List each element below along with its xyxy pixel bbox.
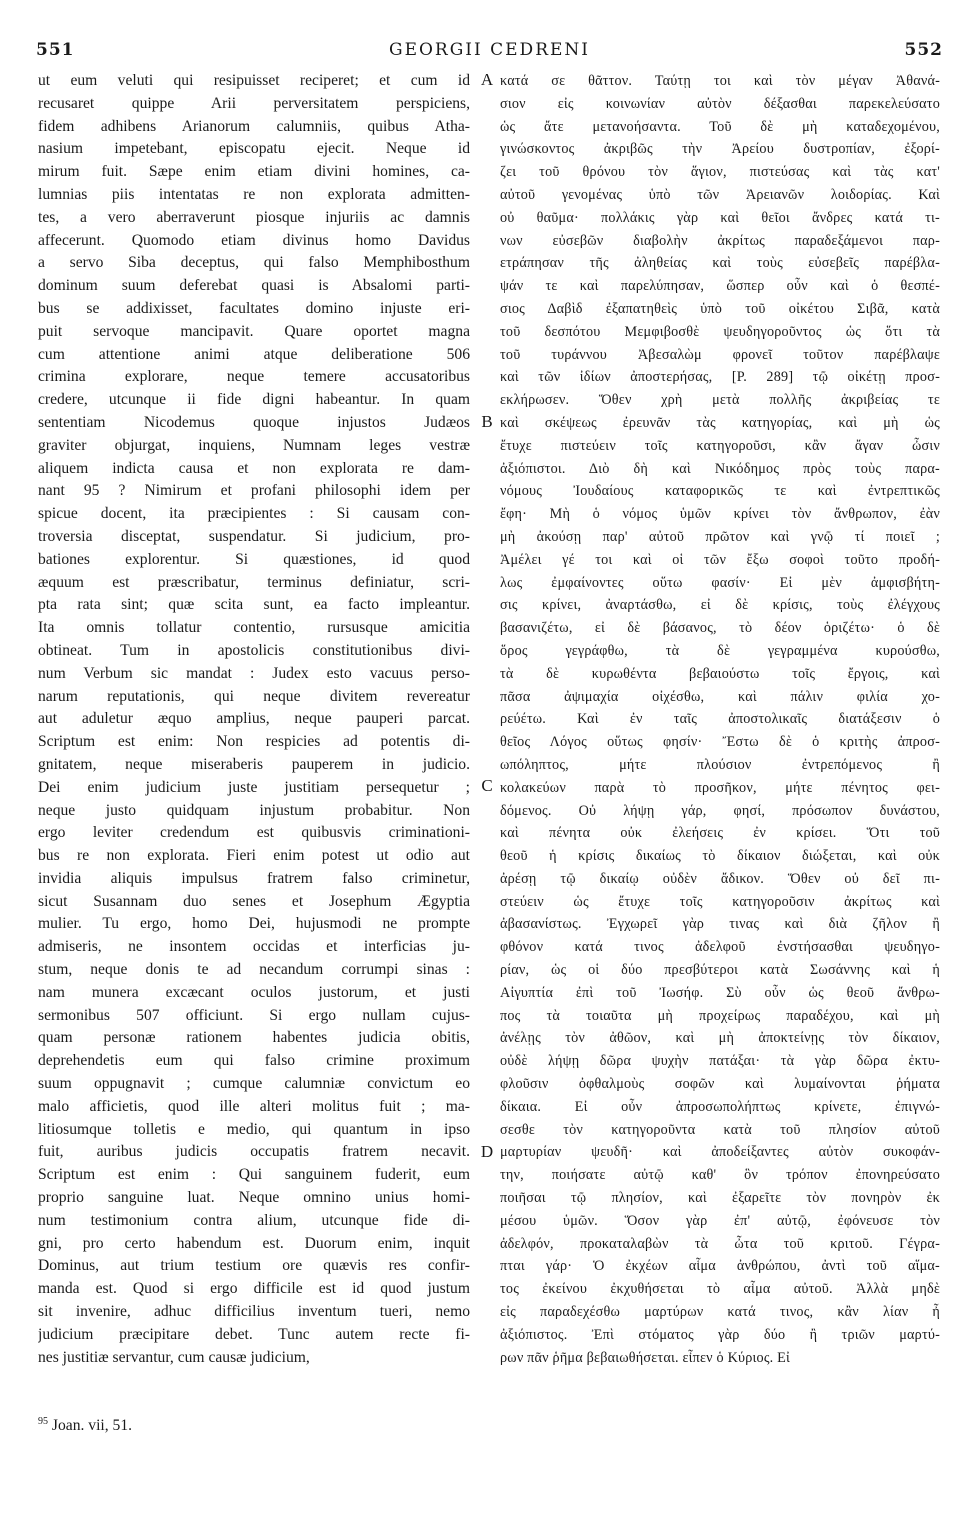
text-line: καὶ πένητα οὐκ ἐλεήσεις ἐν κρίσει. Ὅτι τοῦ [500,825,940,842]
text-line: deprehendetis eum qui falso crimine proximum [38,1052,470,1070]
text-line: ἀδελφόν, προκαταλαβὼν τὰ ὦτα τοῦ κριτοῦ. Γέγρα- [500,1235,940,1252]
text-line: quam personæ rationem habentes judicia obitis, [38,1029,470,1047]
text-line: cum attentione animi atque deliberatione 506 [38,345,470,363]
text-line: puit servoque mancipavit. Quare oportet magna [38,322,470,340]
text-line: judicium præcipitare debet. Tunc autem recte fi- [38,1325,470,1343]
text-line: πος τὰ τοιαῦτα μὴ προχείρως παραδέχου, καὶ μὴ [500,1007,940,1024]
text-line: ἀβασανίστως. Ἐγχωρεῖ γὰρ τινας καὶ διὰ ζῆλον ἢ [500,916,940,933]
text-line: bationes explorentur. Si quæstiones, id quod [38,550,470,568]
text-line: sermonibus 507 officiunt. Si ergo nullam cujus- [38,1006,470,1024]
text-line: suum oppugnavit ; cumque calumniæ convictum eo [38,1075,470,1093]
text-line: βασανιζέτω, εἰ δὲ βάσανος, τὸ δέον ὁριζέτω· ὁ δὲ [500,620,940,637]
text-line: spicue docent, ita præcipientes : Si causam con- [38,505,470,523]
text-line: bus se addixisset, facultates domino injuste eri- [38,299,470,317]
text-line: crimina explorare, neque temere accusatoribus [38,368,470,386]
section-marker-b: B [481,412,493,431]
text-line: gnitatem, neque miseraberis pauperem in judicio. [38,755,470,773]
text-line: obtineat. Tum in apostolicis constitutionibus divi- [38,641,470,659]
text-line: ut eum veluti qui resipuisset reciperet; et cum id [38,72,470,89]
text-line: ἀξιόπιστος. Ἐπὶ στόματος γὰρ δύο ἢ τριῶν μαρτύ- [500,1326,940,1343]
text-line: Ita omnis tollatur contentio, rursusque amicitia [38,619,470,637]
text-line: ἀρέσῃ τῷ δικαίῳ οὐδὲν ἄδικον. Ὅθεν οὐ δεῖ πι- [500,870,940,887]
text-line: nes justitiæ servantur, cum causæ judicium, [38,1348,310,1366]
text-line: a servo Siba deceptus, qui falso Memphibosthum [38,254,470,272]
text-line: nasium impetebant, episcopatu ejecit. Neque id [38,140,470,158]
text-line: τὰ δὲ κυρωθέντα βεβαιούστω τοῖς ἔργοις, καὶ [500,665,940,682]
text-line: bus re non explorata. Fieri enim potest ut odio aut [38,847,470,865]
text-line: πᾶσα ἀψιμαχία οἰχέσθω, καὶ πάλιν φιλία χο- [500,688,940,705]
text-line: τος ἐκείνου ἐκχυθήσεται τὸ αἷμα αὐτοῦ. Ἀλλὰ μηδὲ [500,1281,940,1298]
text-line: σιον εἰς κοινωνίαν αὐτὸν δέξασθαι παρεκελεύσατο [500,95,940,112]
text-line: credere, utcunque ii fide digni habeantur. In quam [38,391,470,409]
section-marker-a: A [480,70,494,89]
text-line: μέσου ὑμῶν. Ὅσον γὰρ ἐπ' αὐτῷ, ἐφόνευσε τὸν [500,1212,940,1229]
footnote-text: Joan. vii, 51. [51,1417,133,1435]
text-line: ὅρος γεγράφθω, τὰ δὲ γεγραμμένα κυρούσθω, [500,642,940,659]
text-line: fidem adhibens Arianorum calumniis, quibus Atha- [38,117,470,135]
text-line: nant 95 ? Nimirum et profani philosophi idem per [38,482,470,500]
section-marker-c: C [481,776,493,795]
text-line: Scriptum est enim: Non respicies ad potentis di- [38,733,470,751]
text-line: νόμους Ἰουδαίους καταφορικῶς τε καὶ ἐντρεπτικῶς [500,483,940,500]
text-line: Ἀμέλει γέ τοι καὶ οἱ τῶν ἔξω σοφοὶ τοῦτο προδή- [500,551,940,568]
text-line: troversia disceptat, suspendatur. Si judicium, pro- [38,527,470,545]
text-line: θεῖος Λόγος οὕτως φησίν· Ἔστω δὲ ὁ κριτὴς ἀπροσ- [500,734,940,751]
text-line: τοῦ τυράννου Ἀβεσαλὼμ φρονεῖ τοῦτον παρέβλαψε [500,346,940,363]
text-line: κατά σε θᾶττον. Ταύτῃ τοι καὶ τὸν μέγαν Ἀθανά- [500,73,940,89]
text-line: ρων πᾶν ῥῆμα βεβαιωθήσεται. εἶπεν ὁ Κύριος. Εἰ [500,1349,791,1366]
text-line: ρεύέτω. Καὶ ἐν ταῖς ἀποστολικαῖς διατάξεσιν ὁ [500,711,940,728]
text-line: fuit, auribus judicis occupatis fratrem necavit. [38,1143,470,1161]
text-line: πται γάρ· Ὁ ἐκχέων αἷμα ἀνθρώπου, ἀντὶ τοῦ αἵμα- [500,1258,940,1275]
text-line: Αἰγυπτία ἐπὶ τοῦ Ἰωσήφ. Σὺ οὖν ὡς θεοῦ ἄνθρω- [500,984,940,1001]
running-title: GEORGII CEDRENI [389,40,590,60]
text-line: στεύειν ὡς ἔτυχε τοῖς κατηγοροῦσιν ἀκρίτως καὶ [500,893,940,910]
text-line: σεσθε τὸν κατηγοροῦντα κατὰ τοῦ πλησίον αὐτοῦ [500,1121,940,1138]
text-line: gni, pro certo habendum est. Duorum enim, inquit [38,1234,470,1252]
text-line: δίκαια. Εἰ οὖν ἀπροσωπολήπτως κρίνετε, ἐπιγνώ- [500,1098,940,1115]
text-line: sicut Susannam duo senes et Josephum Ægyptia [38,892,470,910]
latin-column [38,70,470,1369]
text-line: μὴ ἀκούσῃ παρ' αὐτοῦ πρῶτον καὶ γνῷ τί ποιεῖ ; [500,528,940,545]
text-line: aut aduletur æquo amplius, neque pauperi parcat. [38,710,470,728]
text-line: λως ἐμφαίνοντες οὕτω φασίν· Εἰ μὲν ἀμφισβήτη- [500,574,940,591]
text-line: narum reputationis, qui neque divitem revereatur [38,687,470,705]
text-line: lumnias piis intentatas re non explorata admitten- [38,185,470,203]
text-line: num testimonium contra alium, utcunque fide di- [38,1211,470,1229]
text-line: litiosumque tolletis e medio, qui quantum in ipso [38,1120,470,1138]
text-line: proprio sanguine luat. Neque omnino unius homi- [38,1189,470,1207]
text-line: θεοῦ ἡ κρίσις δικαίως τὸ δίκαιον διώξεται, καὶ οὐκ [500,848,940,865]
text-line: Dei enim judicium juste justitiam persequetur ; [38,778,470,796]
text-line: mirum fuit. Sæpe enim etiam divini homines, ca- [38,163,470,181]
text-line: num Verbum sic mandat : Judex esto vacuus perso- [38,664,470,682]
text-line: invidia aliquis impulsus fratrem falso criminetur, [38,869,470,887]
text-line: æquum est præscribatur, terminus definiatur, scri- [38,573,470,591]
text-line: καὶ τῶν ἰδίων ἀποστερήσας, [P. 289] τῷ οἰκέτῃ προσ- [500,369,940,386]
page-number-right: 552 [904,40,943,60]
text-line: τοῦ δεσπότου Μεμφιβοσθὲ ψευδηγοροῦντος ὡς ὅτι τὰ [500,323,940,340]
text-line: tes, a vero aberraverunt piosque injuriis ac damnis [38,208,470,226]
text-line: σιος Δαβὶδ ἐξαπατηθεὶς ὑπὸ τοῦ οἰκέτου Σιβᾶ, κατὰ [500,300,940,317]
page-number-left: 551 [36,40,75,60]
page-header [36,40,943,66]
text-line: εκλήρωσεν. Ὅθεν χρὴ μετὰ πολλῆς ἀκριβείας τε [500,392,940,409]
text-line: mulier. Tu ergo, homo Dei, hujusmodi ne prompte [38,915,470,933]
text-line: pta rata sint; quæ scita sunt, ea facto impleantur. [38,596,470,614]
text-line: μαρτυρίαν ψευδῆ· καὶ ἀποδείξαντες αὐτὸν συκοφάν- [500,1144,940,1161]
text-line: sit invenire, adhuc difficilius inventum tueri, nemo [38,1303,470,1321]
text-line: malo afficietis, quod ille alteri molitus fuit ; ma- [38,1097,470,1115]
text-line: ζει τοῦ θρόνου τὸν ἅγιον, πιστεύσας καὶ τὰς κατ' [500,164,940,181]
text-line: nam munera excæcant oculos justorum, et justi [38,983,470,1001]
text-line: stum, neque donis te ad necandum corrumpi sinas : [38,961,470,979]
text-line: ωπόληπτος, μήτε πλούσιον ἐντρεπόμενος ἢ [500,756,940,773]
text-line: Dominus, aut trium testium ore quævis res confir- [38,1257,470,1275]
text-line: αὐτοῦ γενομένας ὑπὸ τῶν Ἀρειανῶν λοιδορίας. Καὶ [500,186,940,203]
text-line: sententiam Nicodemus quoque injustos Judæos [38,413,470,431]
text-line: ὡς ἄτε μετανοήσαντα. Τοῦ δὲ μὴ καταδεχομένου, [500,118,940,135]
text-line: γινώσκοντος ἀκριβῶς τὴν Ἀρείου δυστροπίαν, ἐξορί- [500,141,940,158]
text-line: εἰς παραδεχέσθω μαρτύρων κατά τινος, κἂν λίαν ἦ [500,1304,940,1321]
section-marker-d: D [480,1142,494,1161]
text-line: οὐδὲ λήψῃ δῶρα ψυχὴν πατάξαι· τὰ γὰρ δῶρα ἐκτυ- [500,1053,940,1070]
text-line: admiseris, ne insontem occidas et interficias ju- [38,938,470,956]
text-line: ρίαν, ὡς οἱ δύο πρεσβύτεροι κατὰ Σωσάννης καὶ ἡ [500,962,940,979]
text-line: Scriptum est enim : Qui sanguinem fuderit, eum [38,1166,470,1184]
footnote-number: 95 [38,1416,48,1427]
text-line: ποιῆσαι τῷ πλησίον, καὶ ἐξαρεῖτε τὸν πονηρὸν ἐκ [500,1190,940,1207]
text-line: manda est. Quod si ergo difficile est id quod justum [38,1280,470,1298]
footnote [38,1416,132,1435]
text-line: σις κρίνει, ἀναρτάσθω, εἰ δὲ κρίσις, τοὺς ἐλέγχους [500,597,940,614]
text-line: ἔτυχε πιστεύειν τοῖς κατηγοροῦσι, κἂν ἄγαν ὦσιν [500,437,940,454]
text-line: ἀξιόπιστοι. Διὸ δὴ καὶ Νικόδημος πρὸς τοὺς παρα- [500,460,940,477]
text-line: οὐ θαῦμα· πολλάκις γὰρ καὶ θεῖοι ἄνδρες κατά τι- [500,209,940,226]
text-line: affecerunt. Quomodo etiam divinus homo Davidus [38,231,470,249]
text-line: ergo leviter credendum est quibusvis criminationi- [38,824,470,842]
text-line: ψάν τε καὶ παρελύπησαν, ὥσπερ οὖν καὶ ὁ θεσπέ- [500,278,940,295]
text-line: recusaret quippe Arii perversitatem perspiciens, [38,94,470,112]
text-line: φλοῦσιν ὀφθαλμοὺς σοφῶν καὶ λυμαίνονται ῥήματα [500,1076,940,1093]
text-line: κολακεύων παρὰ τὸ προσῆκον, μήτε πένητος φει- [500,779,940,796]
text-line: την, ποιήσατε αὐτῷ καθ' ὃν τρόπον ἐπονηρεύσατο [500,1167,940,1184]
text-line: ἀνέλῃς τὸν ἀθῶον, καὶ μὴ ἀποκτείνῃς τὸν δίκαιον, [500,1030,940,1047]
greek-column [500,70,940,1369]
text-line: καὶ σκέψεως ἐρευνᾶν τὰς κατηγορίας, καὶ μὴ ὡς [500,414,940,431]
text-line: aliquem indicta causa et non explorata re dam- [38,459,470,477]
text-line: ἔφη· Μὴ ὁ νόμος ὑμῶν κρίνει τὸν ἄνθρωπον, ἐὰν [500,506,940,523]
text-line: νων εὐσεβῶν διαβολὴν ἀκρίτως παραδεξάμενοι παρ- [500,232,940,249]
text-line: φθόνον κατά τινος ἀδελφοῦ ἐνστήσασθαι ψευδηγο- [500,939,940,956]
text-line: graviter objurgat, inquiens, Numnam leges vestræ [38,436,470,454]
text-line: δόμενος. Οὐ λήψῃ γάρ, φησί, πρόσωπον δυνάστου, [500,802,940,819]
text-line: ετράπησαν τῆς ἀληθείας καὶ τοὺς εὐσεβεῖς παρέβλα- [500,255,940,272]
text-line: neque justo quidquam injustum probabitur. Non [38,801,470,819]
text-line: dominum suum deferebat quasi is Absalomi parti- [38,277,470,295]
